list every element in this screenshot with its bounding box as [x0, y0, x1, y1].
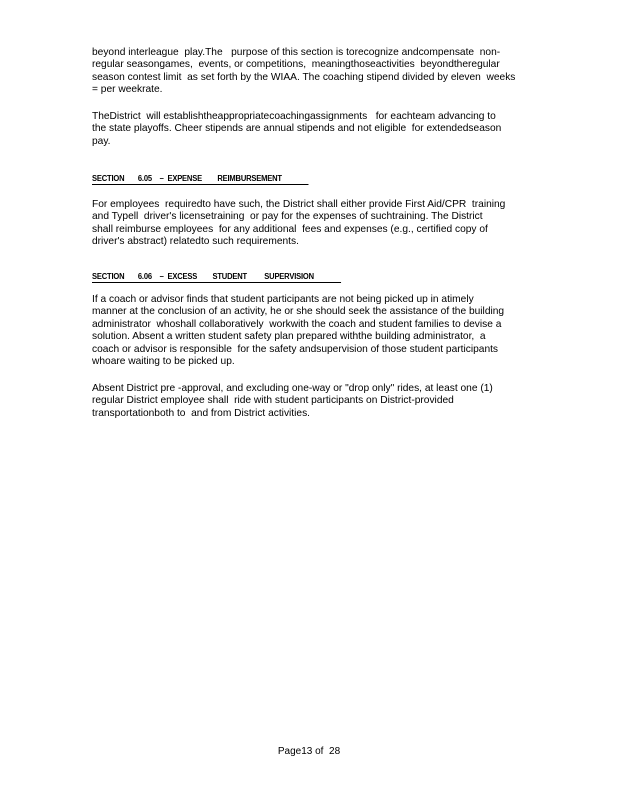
paragraph-interleague-play: beyond interleague play.The purpose of this section is torecognize andcompensate non- regular seasongames, events, or competitions, meaningthoseactivities beyondtheregular season contest limit as set forth by the WIAA. The coaching stipend divided by eleven weeks = per weekrate. — [92, 47, 516, 96]
page-footer — [0, 746, 618, 758]
paragraph-student-supervision: If a coach or advisor finds that student participants are not being picked up in atimely manner at the conclusion of an activity, he or she should seek the assistance of the building administrator whoshall collaboratively workwith the coach and student families to devise a solution. Absent a written student safety plan prepared withthe building administrator, a coach or advisor is responsible for the safety andsupervision of those student participants whoare waiting to be picked up. — [92, 294, 505, 368]
section-heading-6-06: SECTION 6.06 – EXCESS STUDENT SUPERVISION — [92, 271, 341, 281]
section-heading-6-05: SECTION 6.05 – EXPENSE REIMBURSEMENT — [92, 173, 309, 183]
paragraph-district-transportation: Absent District pre -approval, and excluding one-way or "drop only" rides, at least one (1) regular District employee shall ride with student participants on District-provided transportationboth to and from District activities. — [92, 383, 493, 419]
paragraph-coaching-assignments: TheDistrict will establishtheappropriatecoachingassignments for eachteam advancing to the state playoffs. Cheer stipends are annual stipends and not eligible for extendedseason pay. — [92, 111, 502, 147]
page-number: Page13 of 28 — [277, 746, 341, 757]
paragraph-expense-reimbursement: For employees requiredto have such, the District shall either provide First Aid/CPR training and Typell driver's licensetraining or pay for the expenses of suchtraining. The District shall reimburse employees for any additional fees and expenses (e.g., certified copy of driver's abstract) relatedto such requirements. — [92, 199, 506, 248]
